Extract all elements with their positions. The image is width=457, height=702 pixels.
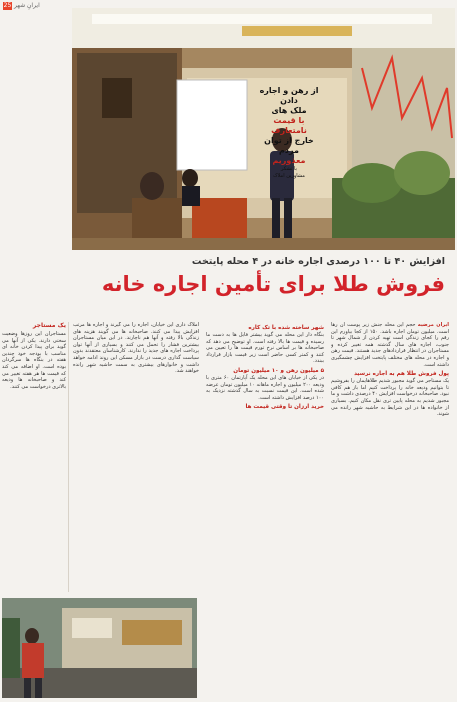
sidebar-title: یک مستاجر bbox=[32, 322, 66, 329]
article-subheadline: افزایش ۴۰ تا ۱۰۰ درصدی اجاره خانه در ۴ محله پایتخت bbox=[191, 256, 445, 267]
office-sign bbox=[255, 86, 323, 180]
page-number: 25 bbox=[3, 2, 12, 9]
col2-subhead-3: خرید ارزان تا وقتی قیمت ها bbox=[245, 404, 324, 411]
sign-line-5: معذوریم bbox=[272, 156, 306, 165]
sign-line-4: خارج از توان مردم bbox=[264, 136, 314, 155]
column-divider bbox=[68, 322, 69, 592]
sign-line-6: با تشکر bbox=[281, 166, 297, 172]
author-byline: ایران مرضیه bbox=[417, 322, 449, 328]
col2-subhead-2: ۵ میلیون رهن و ۱۰ میلیون تومان bbox=[233, 367, 324, 374]
sidebar-text: مستاجران این روزها وضعیت سختی دارند. یکی از آنها می گوید برای پیدا کردن خانه ای مناسب با بودجه خود چندین هفته در بنگاه ها سرگردان بوده است. او اضافه می کند که قیمت ها هر هفته تغییر می کند و صاحبخانه ها ودیعه بالاتری درخواست می کنند. bbox=[2, 331, 66, 390]
article-column-2 bbox=[206, 322, 324, 692]
col3-paragraph-1: املاک داری این خیابان، اجاره را می گیرند و اجاره ها مرتب افزایش پیدا می کنند. صاحبخانه ها می گویند هزینه های زندگی بالا رفته و آنها هم ناچارند. در این میان مستاجران بیشترین فشار را تحمل می کنند و بسیاری از آنها توان پرداخت اجاره های جدید را ندارند. کارشناسان معتقدند بدون سیاست گذاری درست در بازار مسکن این روند ادامه خواهد داشت و خانوارهای بیشتری به سمت حاشیه شهر رانده خواهند شد. bbox=[73, 322, 199, 375]
col1-paragraph-2: یک مستاجر می گوید مجبور شدیم طلاهایمان را بفروشیم تا بتوانیم ودیعه خانه را پرداخت کنیم اما باز هم کافی نبود. صاحبخانه درخواست افزایش ۴۰ درصدی داشت و ما مجبور شدیم به محله پایین تری نقل مکان کنیم. بسیاری از خانواده ها در این شرایط به حاشیه شهر رانده می شوند. bbox=[331, 378, 449, 418]
col2-subhead-1: شهر ساخته شده با تک کاره bbox=[248, 325, 324, 331]
col1-intro: حجم این محله جنش زیر پوست آن رها است. میلیون تومان اجاره باشد. ۱۵۰ از کجا بیاورم این رقم را کجای زندگی است تهیه کردن از شمال شهر تا جنوب، اجاره های سال گذشته همه تغییر کرده و مستاجران در انتظار قراردادهای جدید هستند. قیمت رهن و اجاره در محله های مختلف پایتخت افزایش چشمگیری داشته است. bbox=[331, 322, 449, 368]
street-scene-illustration bbox=[2, 598, 197, 698]
col2-paragraph-1: بنگاه دار این محله می گوید بیشتر فایل ها به دست ما رسیده و قیمت ها بالا رفته است. او توضیح می دهد که صاحبخانه ها بر اساس نرخ تورم قیمت ها را تعیین می کنند و کمتر کسی حاضر است زیر قیمت بازار قرارداد ببندد. bbox=[206, 332, 324, 365]
article-column-3 bbox=[73, 322, 199, 590]
col1-subhead: پول فروش طلا هم به اجاره نرسید bbox=[354, 371, 449, 378]
article-column-1 bbox=[331, 322, 449, 692]
street-photo bbox=[2, 598, 197, 698]
hero-photo bbox=[72, 8, 455, 250]
sign-line-2: ملک های bbox=[271, 106, 307, 115]
article-headline: فروش طلا برای تأمین اجاره خانه bbox=[101, 272, 445, 296]
sign-line-1: از رهن و اجاره دادن bbox=[259, 86, 319, 105]
section-tag: ایرانِ شهر bbox=[14, 2, 40, 9]
sign-line-7: مشاورین املاک bbox=[273, 173, 305, 179]
sign-line-3: با قیمت نامتعارف bbox=[271, 116, 307, 135]
col2-paragraph-2: در یکی از خیابان های این محله یک آپارتمان ۶۰ متری با ودیعه ۲۰۰ میلیون و اجاره ماهانه ۱۰ میلیون تومان عرضه شده است. این قیمت نسبت به سال گذشته نزدیک به ۱۰۰ درصد افزایش داشته است. bbox=[206, 374, 324, 401]
